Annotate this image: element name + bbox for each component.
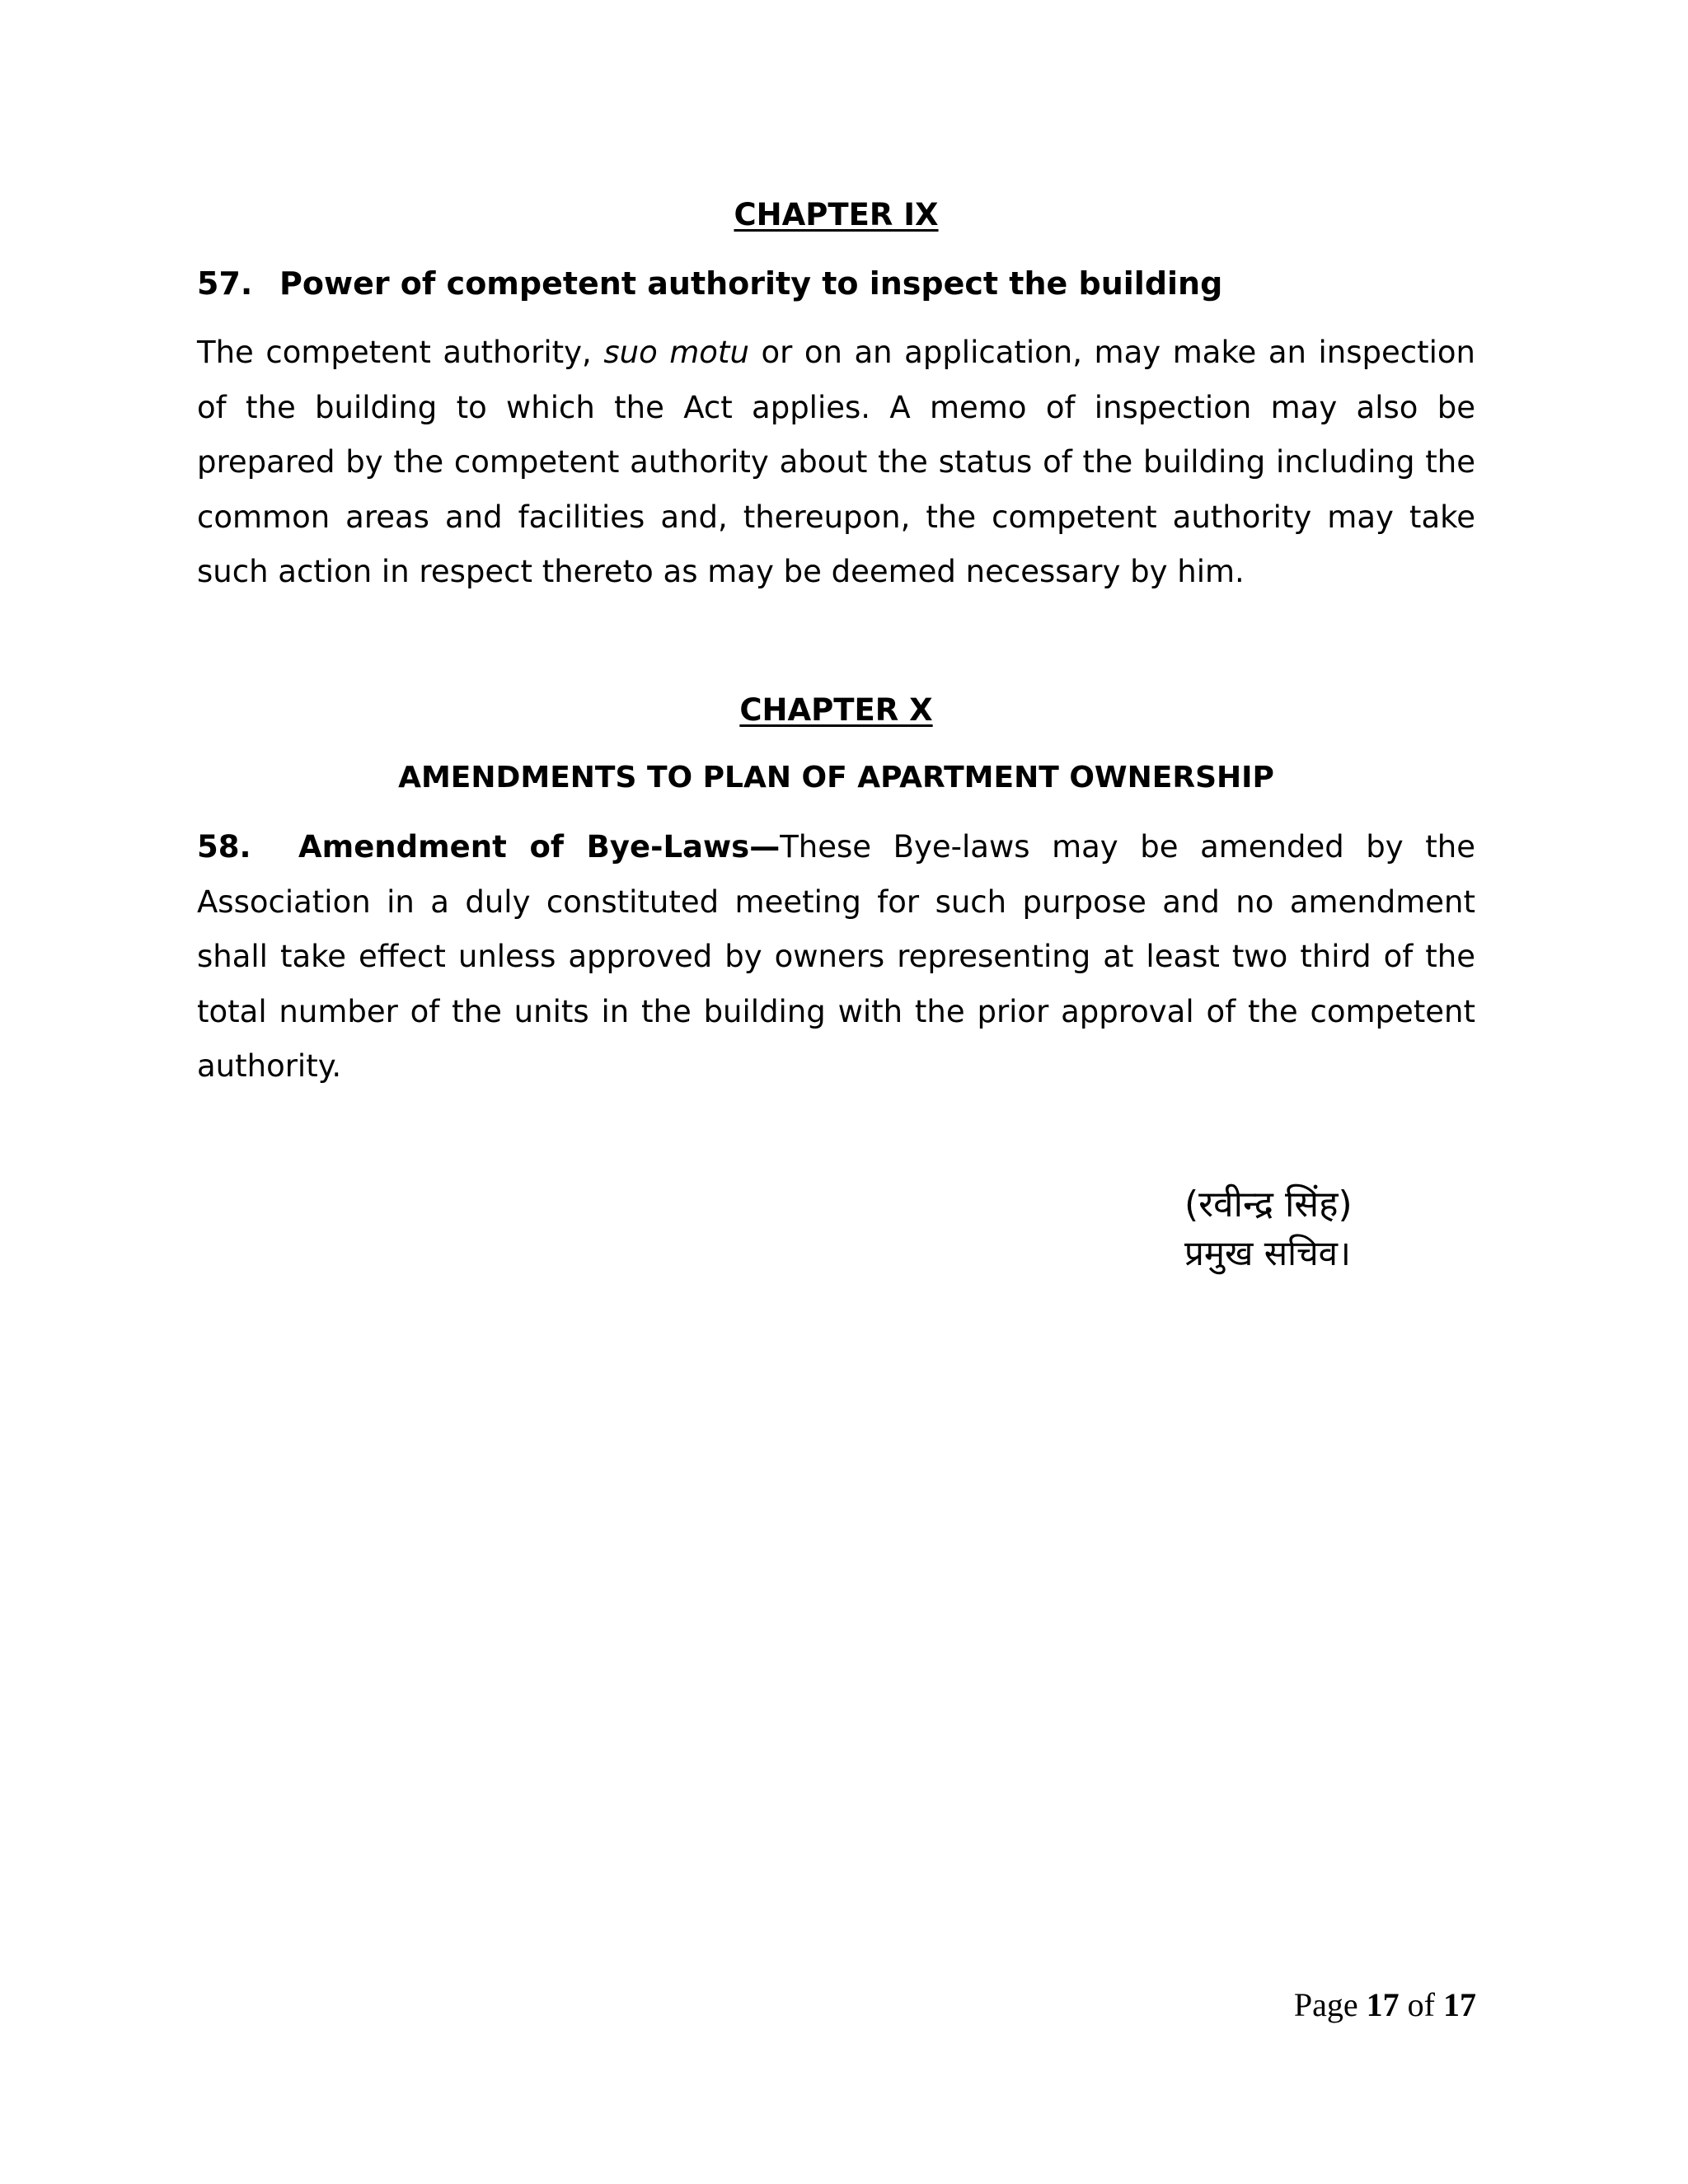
section-58-title: Amendment of Bye-Laws— <box>298 829 781 865</box>
section-57-text-start: The competent authority, <box>197 335 604 370</box>
signatory-designation: प्रमुख सचिव। <box>1184 1233 1351 1273</box>
section-57-number: 57. <box>197 265 253 302</box>
page-number-footer <box>1294 1985 1476 2026</box>
chapter-ix-heading-text: CHAPTER IX <box>734 197 939 232</box>
signatory-name: (रवीन्द्र सिंह) <box>1184 1183 1353 1226</box>
page-total: 17 <box>1443 1986 1476 2023</box>
section-57-italic-term: suo motu <box>603 335 749 370</box>
section-57-text-rest: or on an application, may make an inspection of the building to which the Act applies. A memo of inspection may also be prepared by the competent authority about the status of the building including the common areas and facilities and, thereupon, the competent authority may take such action in respect thereto as may be deemed necessary by him. <box>197 335 1476 589</box>
section-58-paragraph <box>197 820 1475 1094</box>
section-57-paragraph <box>197 326 1475 600</box>
section-57-title-text: Power of competent authority to inspect the building <box>279 265 1223 302</box>
page-current: 17 <box>1366 1986 1400 2023</box>
section-58-text: These Bye-laws may be amended by the Association in a duly constituted meeting for such purpose and no amendment shall take effect unless approved by owners representing at least two third of the total number of the units in the building with the prior approval of the competent authority. <box>197 829 1475 1084</box>
page-mid: of <box>1399 1986 1443 2023</box>
section-57-title <box>197 265 1475 302</box>
chapter-x-heading-text: CHAPTER X <box>739 692 933 728</box>
chapter-x-subheading: AMENDMENTS TO PLAN OF APARTMENT OWNERSHIP <box>398 761 1274 794</box>
chapter-ix-heading <box>197 197 1475 233</box>
chapter-x-heading <box>197 692 1475 729</box>
section-58-number: 58. <box>197 829 251 865</box>
page-prefix: Page <box>1293 1986 1367 2023</box>
